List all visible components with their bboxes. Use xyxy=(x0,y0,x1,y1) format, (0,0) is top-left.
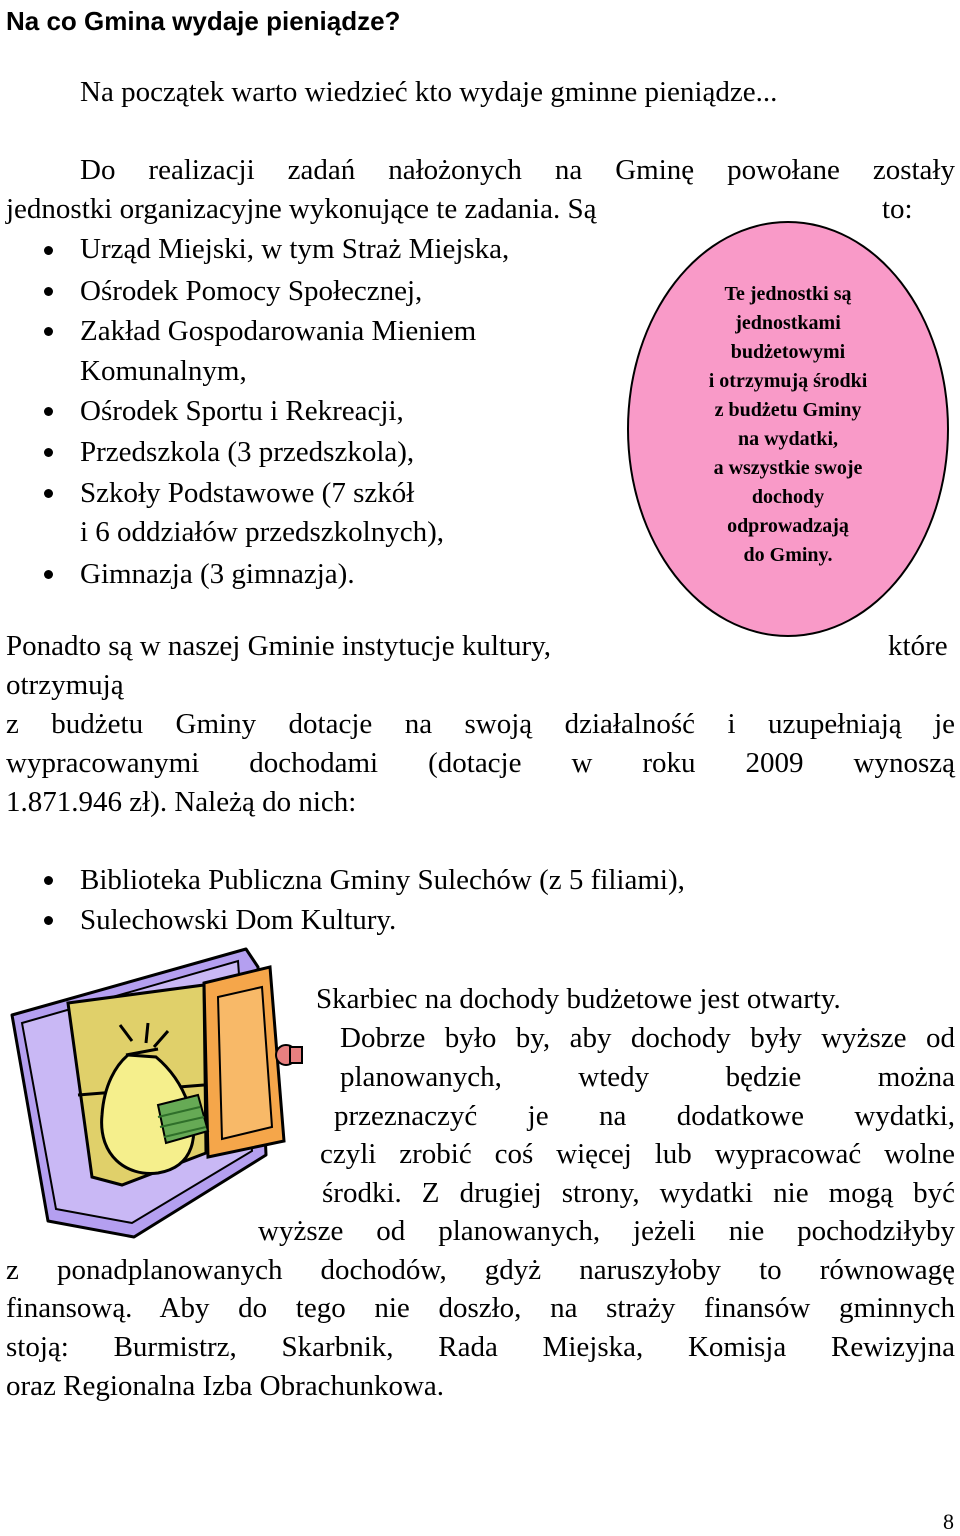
treasury-line: oraz Regionalna Izba Obrachunkowa. xyxy=(6,1370,445,1402)
bullet-icon xyxy=(44,407,53,416)
callout-line: do Gminy. xyxy=(743,544,833,566)
list-item: Komunalnym, xyxy=(80,355,247,387)
culture-para-line-1-end: które xyxy=(888,630,948,662)
list-item: Zakład Gospodarowania Mieniem xyxy=(80,315,477,347)
callout-line: odprowadzają xyxy=(727,515,849,537)
page-title: Na co Gmina wydaje pieniądze? xyxy=(6,6,401,36)
list-item: Ośrodek Pomocy Społecznej, xyxy=(80,275,423,307)
culture-para-line-5: 1.871.946 zł). Należą do nich: xyxy=(6,786,357,818)
bullet-icon xyxy=(44,570,53,579)
treasury-line: stoją: Burmistrz, Skarbnik, Rada Miejska, Komisja Rewizyjna xyxy=(6,1331,955,1363)
treasury-line: Skarbiec na dochody budżetowe jest otwarty. xyxy=(316,983,841,1015)
callout-line: i otrzymują środki xyxy=(708,370,868,392)
bullet-icon xyxy=(44,489,53,498)
bullet-icon xyxy=(44,327,53,336)
page-number: 8 xyxy=(943,1509,954,1534)
treasury-line: czyli zrobić coś więcej lub wypracować wolne xyxy=(320,1138,955,1170)
list-item: Biblioteka Publiczna Gminy Sulechów (z 5 filiami), xyxy=(80,864,685,896)
callout-line: na wydatki, xyxy=(737,428,839,450)
bullet-icon xyxy=(44,876,53,885)
list-item: Sulechowski Dom Kultury. xyxy=(80,904,397,936)
bullet-icon xyxy=(44,448,53,457)
units-para-line-1: Do realizacji zadań nałożonych na Gminę powołane zostały xyxy=(80,154,955,186)
list-item: Urząd Miejski, w tym Straż Miejska, xyxy=(80,233,510,265)
list-item: Ośrodek Sportu i Rekreacji, xyxy=(80,395,404,427)
callout-text xyxy=(640,280,936,570)
bullet-icon xyxy=(44,246,53,255)
culture-para-line-4: wypracowanymi dochodami (dotacje w roku 2009 wynoszą xyxy=(6,747,955,779)
intro-text: Na początek warto wiedzieć kto wydaje gminne pieniądze... xyxy=(80,76,778,108)
list-item: Przedszkola (3 przedszkola), xyxy=(80,436,415,468)
units-para-line-2-end: to: xyxy=(882,193,913,225)
culture-para-line-2: otrzymują xyxy=(6,669,124,701)
units-para-line-2: jednostki organizacyjne wykonujące te zadania. Są xyxy=(6,193,597,225)
list-item: i 6 oddziałów przedszkolnych), xyxy=(80,516,445,548)
treasury-line: przeznaczyć je na dodatkowe wydatki, xyxy=(334,1100,955,1132)
list-item: Gimnazja (3 gimnazja). xyxy=(80,558,355,590)
callout-line: Te jednostki są xyxy=(724,283,852,305)
callout-line: z budżetu Gminy xyxy=(714,399,862,421)
culture-para-line-1: Ponadto są w naszej Gminie instytucje kultury, xyxy=(6,630,551,662)
bullet-icon xyxy=(44,287,53,296)
callout-line: jednostkami xyxy=(735,312,841,334)
treasury-line: Dobrze było by, aby dochody były wyższe od xyxy=(340,1022,955,1054)
callout-line: a wszystkie swoje xyxy=(713,457,863,479)
bullet-icon xyxy=(44,916,53,925)
treasury-line: planowanych, wtedy będzie można xyxy=(340,1061,955,1093)
list-item: Szkoły Podstawowe (7 szkół xyxy=(80,477,415,509)
treasury-line: finansową. Aby do tego nie doszło, na straży finansów gminnych xyxy=(6,1292,955,1324)
callout-line: budżetowymi xyxy=(730,341,846,363)
treasury-line: wyższe od planowanych, jeżeli nie pochodziłyby xyxy=(258,1215,955,1247)
open-safe-icon xyxy=(8,945,320,1240)
treasury-line: środki. Z drugiej strony, wydatki nie mogą być xyxy=(322,1177,955,1209)
culture-para-line-3: z budżetu Gminy dotacje na swoją działalność i uzupełniają je xyxy=(6,708,955,740)
callout-line: dochody xyxy=(751,486,825,508)
treasury-line: z ponadplanowanych dochodów, gdyż naruszyłoby to równowagę xyxy=(6,1254,955,1286)
